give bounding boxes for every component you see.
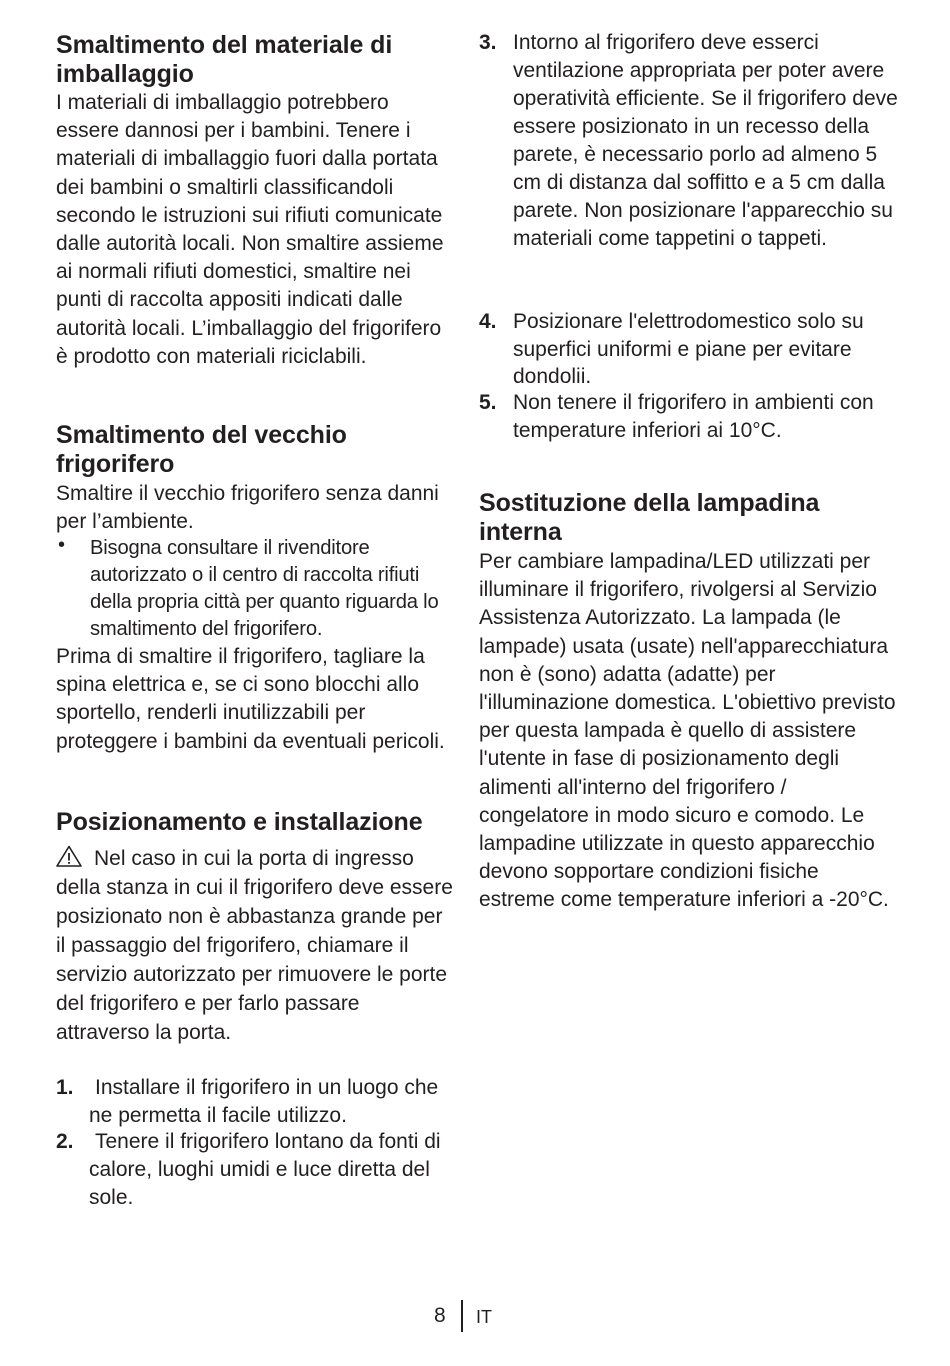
list-item-text: Posizionare l'elettrodomestico solo su superfici uniformi e piane per evitare dondolii.	[513, 310, 864, 388]
old-fridge-intro: Smaltire il vecchio frigorifero senza danni per l’ambiente.	[56, 482, 439, 534]
packaging-disposal-text: I materiali di imballaggio potrebbero essere dannosi per i bambini. Tenere i materiali di imballaggio fuori dalla portata dei bambini o smaltirli classificandoli secondo le istruzioni sui rifiuti comunicate dalle autorità locali. Non smaltire assieme ai normali rifiuti domestici, smaltire nei punti di raccolta appositi indicati dalle autorità locali. L’imballaggio del frigorifero è prodotto con materiali riciclabili.	[56, 91, 444, 368]
list-number: 5.	[479, 391, 497, 414]
list-item-text: Tenere il frigorifero lontano da fonti di calore, luoghi umidi e luce diretta del sole.	[89, 1130, 441, 1209]
section-title-lamp-replacement: Sostituzione della lampadina interna	[479, 489, 820, 546]
list-number: 4.	[479, 310, 497, 333]
list-item	[56, 1074, 456, 1130]
list-item-text: Non tenere il frigorifero in ambienti con temperature inferiori ai 10°C.	[513, 391, 874, 442]
list-number: 3.	[479, 31, 497, 54]
lamp-replacement-text: Per cambiare lampadina/LED utilizzati per illuminare il frigorifero, rivolgersi al Servizio Assistenza Autorizzato. La lampada (le lampade) usata (usate) nell'apparecchiatura non è (sono) adatta (adatte) per l'illuminazione domestica. L'obiettivo previsto per questa lampada è quello di assistere l'utente in fase di posizionamento degli alimenti all'interno del frigorifero / congelatore in modo sicuro e comodo. Le lampadine utilizzate in questo apparecchio devono sopportare condizioni fisiche estreme come temperature inferiori a -20°C.	[479, 550, 896, 912]
list-item	[479, 308, 899, 391]
list-number: 2.	[56, 1130, 74, 1153]
list-item-text: Installare il frigorifero in un luogo che ne permetta il facile utilizzo.	[89, 1076, 439, 1127]
warning-text: Nel caso in cui la porta di ingresso della stanza in cui il frigorifero deve essere posizionato non è abbastanza grande per il passaggio del frigorifero, chiamare il servizio autorizzato per rimuovere le porte del frigorifero e per farlo passare attraverso la porta.	[56, 847, 453, 1044]
page-number: 8	[434, 1304, 446, 1327]
list-item	[479, 389, 899, 445]
list-item-text: Intorno al frigorifero deve esserci ventilazione appropriata per poter avere operatività efficiente. Se il frigorifero deve essere posizionato in un recesso della parete, è necessario porlo ad almeno 5 cm di distanza dal soffitto e a 5 cm dalla parete. Non posizionare l'apparecchio su materiali come tappetini o tappeti.	[513, 31, 898, 250]
warning-paragraph	[56, 844, 456, 1047]
page-footer	[0, 1300, 950, 1334]
list-item	[56, 535, 456, 643]
list-item	[479, 29, 899, 253]
warning-icon	[56, 845, 82, 867]
section-title-old-fridge-disposal: Smaltimento del vecchio frigorifero	[56, 421, 347, 478]
section-title-packaging-disposal: Smaltimento del materiale di imballaggio	[56, 31, 393, 88]
language-code: IT	[476, 1307, 492, 1327]
list-item	[56, 1128, 456, 1212]
old-fridge-text: Prima di smaltire il frigorifero, tagliare la spina elettrica e, se ci sono blocchi allo sportello, renderli inutilizzabili per proteggere i bambini da eventuali pericoli.	[56, 645, 445, 753]
section-title-positioning: Posizionamento e installazione	[56, 808, 423, 836]
bullet-icon: •	[58, 534, 66, 556]
list-number: 1.	[56, 1076, 74, 1099]
old-fridge-bullet-text: Bisogna consultare il rivenditore autorizzato o il centro di raccolta rifiuti della propria città per quanto riguarda lo smaltimento del frigorifero.	[90, 537, 439, 640]
footer-divider	[461, 1300, 463, 1332]
